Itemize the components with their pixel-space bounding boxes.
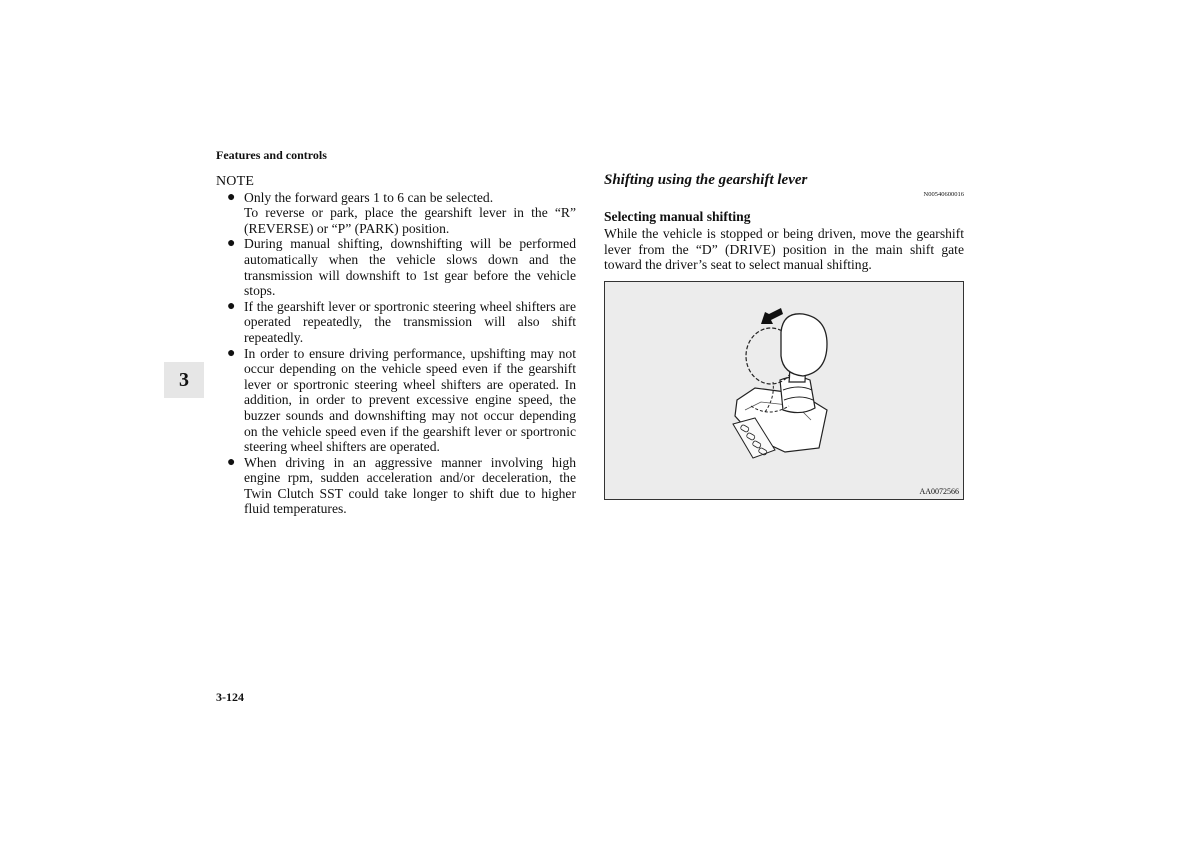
page-number: 3-124 — [216, 690, 244, 704]
note-text: If the gearshift lever or sportronic steering wheel shifters are operated repeatedly, the transmission will also shift repeatedly. — [244, 298, 576, 345]
note-text: During manual shifting, downshifting will be performed automatically when the vehicle slows down and the transmission will downshift to 1st gear before the vehicle stops. — [244, 236, 576, 299]
note-block — [216, 174, 576, 517]
note-text: To reverse or park, place the gearshift lever in the “R” (REVERSE) or “P” (PARK) position. — [244, 205, 576, 236]
note-list — [216, 190, 576, 517]
body-text: While the vehicle is stopped or being driven, move the gearshift lever from the “D” (DRIVE) position in the main shift gate toward the driver’s seat to select manual shifting. — [604, 226, 964, 273]
bullet-icon: ● — [227, 189, 236, 205]
note-text: Only the forward gears 1 to 6 can be selected. — [244, 189, 494, 205]
note-item — [216, 190, 576, 237]
section-header: Features and controls — [216, 148, 327, 162]
subheading: Selecting manual shifting — [604, 209, 751, 224]
section-block — [604, 172, 964, 273]
bullet-icon: ● — [227, 298, 236, 314]
bullet-icon: ● — [227, 345, 236, 361]
figure-code: AA0072566 — [919, 487, 959, 496]
note-text: When driving in an aggressive manner involving high engine rpm, sudden acceleration and/or deceleration, the Twin Clutch SST could take longer to shift due to higher fluid temperatures. — [244, 454, 576, 517]
section-code: N00540600016 — [923, 191, 964, 198]
chapter-tab: 3 — [164, 362, 204, 398]
bullet-icon: ● — [227, 454, 236, 470]
gearshift-figure — [604, 281, 964, 500]
note-label: NOTE — [216, 174, 255, 189]
gearshift-lever-illustration-icon — [605, 282, 963, 499]
section-title: Shifting using the gearshift lever — [604, 172, 808, 188]
note-item — [216, 455, 576, 517]
note-item — [216, 346, 576, 455]
note-item — [216, 299, 576, 346]
note-item — [216, 236, 576, 298]
note-text: In order to ensure driving performance, upshifting may not occur depending on the vehicle speed even if the gearshift lever or sportronic steering wheel shifters are operated. In addition, in order to prevent excessive engine speed, the buzzer sounds and downshifting may not occur depending on the vehicle speed even if the gearshift lever or sportronic steering wheel shifters are operated. — [244, 345, 576, 455]
bullet-icon: ● — [227, 236, 236, 252]
